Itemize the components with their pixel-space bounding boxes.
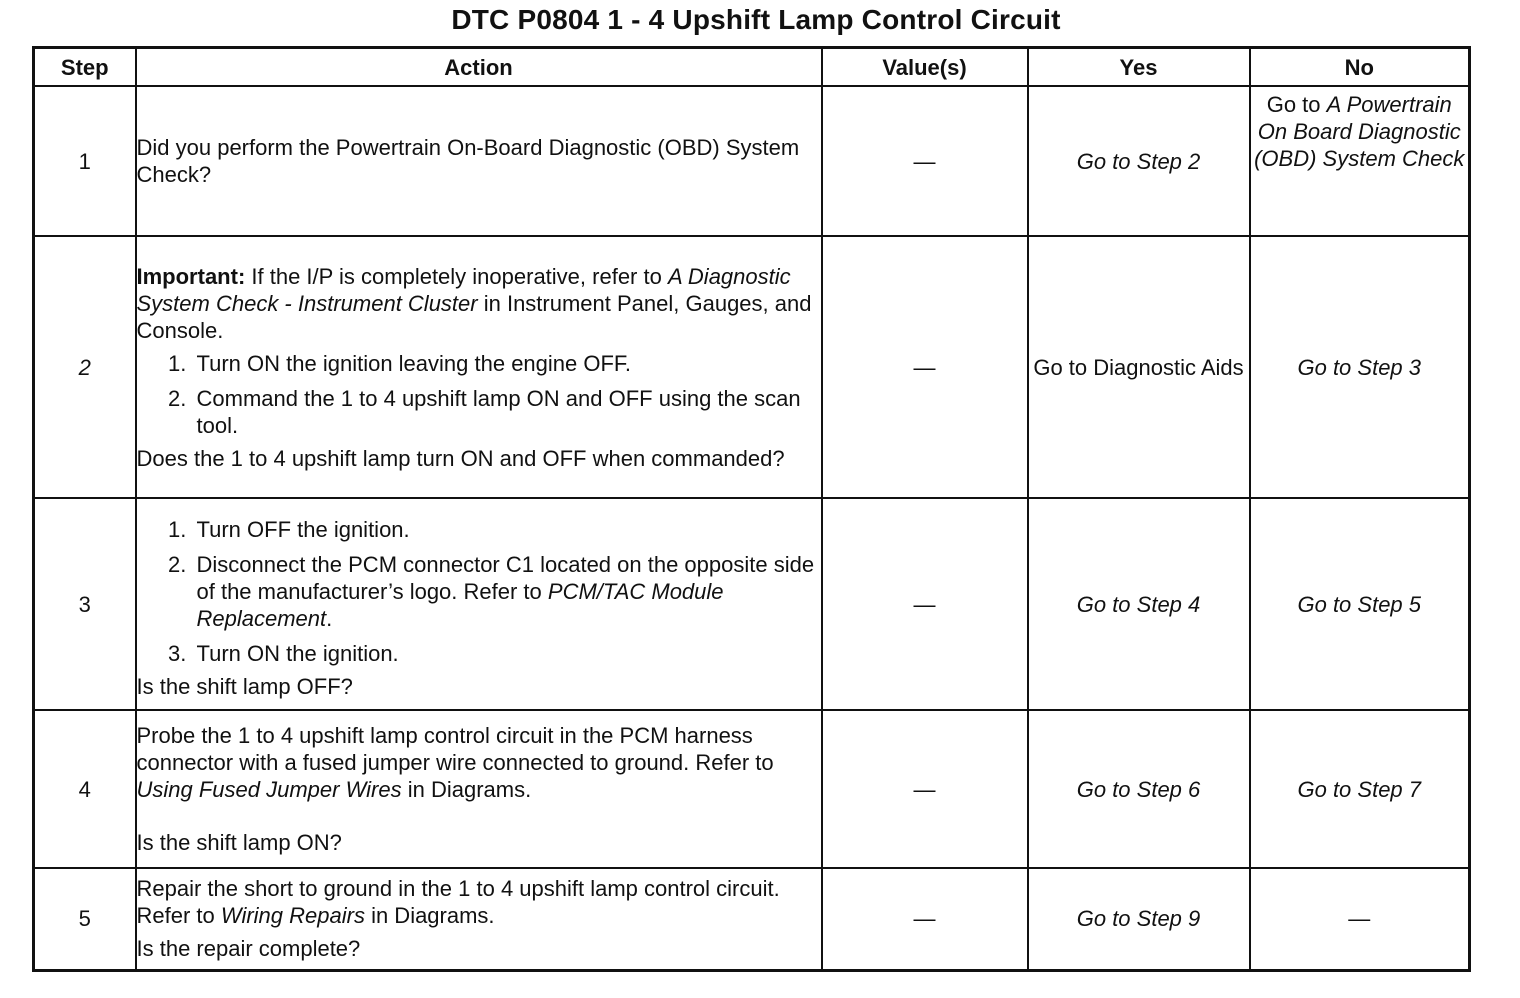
important-label: Important:	[136, 263, 246, 289]
value-cell: —	[822, 86, 1028, 236]
yes-cell	[1028, 710, 1250, 868]
yes-cell	[1028, 236, 1250, 498]
action-cell	[136, 86, 822, 236]
value-cell: —	[822, 498, 1028, 710]
yes-link[interactable]: Go to Diagnostic Aids	[1033, 354, 1244, 380]
yes-link[interactable]: Go to Step 2	[1076, 148, 1201, 174]
procedure-step: 1. Turn ON the ignition leaving the engine OFF.	[193, 350, 821, 377]
step-number: 3	[34, 498, 136, 710]
action-reference[interactable]: Using Fused Jumper Wires	[136, 777, 402, 802]
procedure-step: 3. Turn ON the ignition.	[193, 640, 821, 667]
action-question: Is the shift lamp ON?	[136, 830, 342, 855]
yes-link[interactable]: Go to Step 4	[1076, 591, 1201, 617]
table-row	[34, 86, 1470, 236]
important-note: Important: If the I/P is completely inoperative, refer to A Diagnostic System Check - Instrument Cluster in Instrument Panel, Gauges, and Console.	[136, 263, 812, 343]
yes-cell	[1028, 86, 1250, 236]
action-cell	[136, 236, 822, 498]
diagnostic-table	[32, 46, 1471, 972]
no-cell	[1250, 86, 1470, 236]
step-number: 4	[34, 710, 136, 868]
step-number: 2	[34, 236, 136, 498]
action-question: Did you perform the Powertrain On-Board Diagnostic (OBD) System Check?	[136, 135, 800, 187]
procedure-step: 2. Command the 1 to 4 upshift lamp ON and OFF using the scan tool.	[193, 385, 821, 439]
no-link[interactable]: A Powertrain On Board Diagnostic (OBD) System Check	[1254, 92, 1465, 171]
action-cell	[136, 868, 822, 970]
value-cell: —	[822, 710, 1028, 868]
yes-link[interactable]: Go to Step 9	[1076, 906, 1201, 932]
action-question: Is the shift lamp OFF?	[136, 674, 353, 699]
yes-cell	[1028, 868, 1250, 970]
header-values: Value(s)	[822, 48, 1028, 87]
no-cell	[1250, 710, 1470, 868]
action-question: Does the 1 to 4 upshift lamp turn ON and OFF when commanded?	[136, 445, 785, 471]
procedure-list	[137, 516, 821, 667]
table-row	[34, 710, 1470, 868]
spacer	[137, 803, 821, 829]
header-yes: Yes	[1028, 48, 1250, 87]
procedure-list	[137, 350, 821, 439]
procedure-step: 1. Turn OFF the ignition.	[193, 516, 821, 543]
action-reference[interactable]: Wiring Repairs	[220, 903, 365, 929]
table-header-row	[34, 48, 1470, 87]
action-instruction: Probe the 1 to 4 upshift lamp control circuit in the PCM harness connector with a fused jumper wire connected to ground. Refer to Using Fused Jumper Wires in Diagrams.	[136, 723, 774, 802]
important-reference[interactable]: A Diagnostic System Check - Instrument Cluster	[136, 263, 791, 316]
action-cell	[136, 710, 822, 868]
table-row	[34, 868, 1470, 970]
action-instruction: Repair the short to ground in the 1 to 4 upshift lamp control circuit. Refer to Wiring Repairs in Diagrams.	[136, 876, 780, 929]
table-row	[34, 498, 1470, 710]
value-cell: —	[822, 868, 1028, 970]
step-number: 1	[34, 86, 136, 236]
no-cell	[1250, 236, 1470, 498]
no-cell	[1250, 498, 1470, 710]
table-row	[34, 236, 1470, 498]
no-link[interactable]: Go to Step 5	[1297, 591, 1422, 617]
value-cell: —	[822, 236, 1028, 498]
no-cell: —	[1250, 868, 1470, 970]
header-no: No	[1250, 48, 1470, 87]
header-action: Action	[136, 48, 822, 87]
action-cell	[136, 498, 822, 710]
header-step: Step	[34, 48, 136, 87]
no-prefix: Go to	[1266, 92, 1327, 117]
page-title: DTC P0804 1 - 4 Upshift Lamp Control Circuit	[451, 4, 1061, 35]
action-question: Is the repair complete?	[136, 936, 361, 962]
procedure-reference[interactable]: PCM/TAC Module Replacement	[196, 579, 724, 631]
procedure-step: 2. Disconnect the PCM connector C1 located on the opposite side of the manufacturer’s logo. Refer to PCM/TAC Module Replacement.	[193, 551, 821, 632]
no-link[interactable]: Go to Step 7	[1297, 776, 1422, 802]
no-link[interactable]: Go to Step 3	[1297, 354, 1422, 380]
step-number: 5	[34, 868, 136, 970]
yes-cell	[1028, 498, 1250, 710]
yes-link[interactable]: Go to Step 6	[1076, 776, 1201, 802]
